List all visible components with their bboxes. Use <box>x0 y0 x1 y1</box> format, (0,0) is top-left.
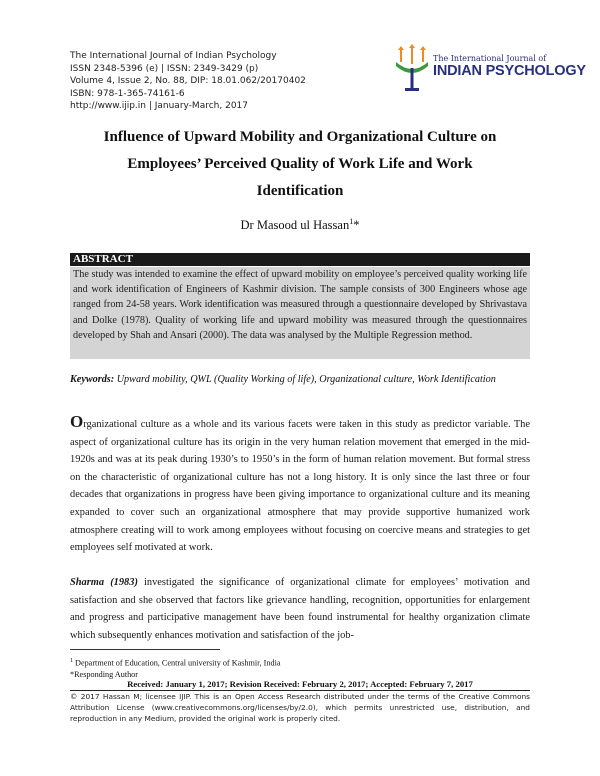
received-dates: Received: January 1, 2017; Revision Received: February 2, 2017; Accepted: February 7, 2017 <box>127 679 473 689</box>
drop-cap: O <box>70 412 84 431</box>
keywords-text: Upward mobility, QWL (Quality Working of life), Organizational culture, Work Identification <box>116 374 496 385</box>
author-name: Dr Masood ul Hassan <box>240 218 350 233</box>
footnote-1-mark: 1 <box>70 658 73 664</box>
volume-line: Volume 4, Issue 2, No. 88, DIP: 18.01.062/20170402 <box>70 76 306 86</box>
responding-author-note: *Responding Author <box>70 669 139 679</box>
journal-header-info <box>70 50 306 113</box>
footnote-1 <box>70 656 281 669</box>
trident-logo-icon <box>390 44 434 92</box>
journal-name: The International Journal of Indian Psychology <box>70 51 277 61</box>
title-line-1: Influence of Upward Mobility and Organizational Culture on <box>103 129 497 145</box>
paragraph-2-text: investigated the significance of organizational climate for employees’ motivation and satisfaction and she observed that factors like grievance handling, recognition, opportunities for enlargement and progress and participative management have been found instrumental for healthy organization climate which subsequently enhances motivation and satisfaction of the job- <box>70 577 530 641</box>
license-text: © 2017 Hassan M; licensee IJIP. This is an Open Access Research distributed under the terms of the Creative Commons Attribution License (www.creativecommons.org/licenses/by/2.0), which permits unrestricted use, distribution, and reproduction in any Medium, provided the original work is properly cited. <box>70 692 530 723</box>
paragraph-1-text: rganizational culture as a whole and its various facets were taken in this study as predictor variable. The aspect of organizational culture has its origin in the very human relation movement that emerged in the mid-1920s and was at its peak during 1930’s to 1950’s in the form of human relation movement. But formal stress on the characteristic of organizational culture has not a long history. It is only since the last three or four decades that organizations in progress have been giving importance to organizational culture and its meaning expanded to cover such an organizational atmosphere that may provide supportive humanized work atmosphere creating will to work among employees without focusing on coercive means and strategies to get employees self motivated at work. <box>70 419 530 554</box>
journal-logo <box>390 44 586 92</box>
url-date-line: http://www.ijip.in | January-March, 2017 <box>70 101 248 111</box>
body-paragraph-2 <box>70 574 530 644</box>
title-line-2: Employees’ Perceived Quality of Work Life and Work <box>127 156 473 172</box>
citation-lead: Sharma (1983) <box>70 577 138 588</box>
paper-title <box>70 124 530 205</box>
title-line-3: Identification <box>256 183 344 199</box>
footnote-1-text: Department of Education, Central university of Kashmir, India <box>73 658 281 668</box>
author-corresponding-mark: * <box>353 218 360 233</box>
abstract-heading: ABSTRACT <box>70 253 530 266</box>
footnotes <box>70 656 281 680</box>
keywords <box>70 372 530 387</box>
author-line <box>70 217 530 233</box>
author-affiliation-mark: 1 <box>349 217 354 226</box>
logo-line-1: The International Journal of <box>433 54 547 63</box>
logo-line-2: INDIAN PSYCHOLOGY <box>433 63 586 79</box>
footnote-divider <box>70 649 220 650</box>
abstract-text: The study was intended to examine the effect of upward mobility on employee’s perceived quality working life and work identification of Engineers of Kashmir division. The sample consists of 300 Engineers whose age ranged from 24-58 years. Work identification was measured through a questionnaire developed by Shrivastava and Dolke (1978). Quality of working life and upward mobility was measured through the questionnaires developed by Shah and Ansari (2000). The data was analysed by the Multiple Regression method. <box>70 267 530 359</box>
isbn-line: ISBN: 978-1-365-74161-6 <box>70 88 185 99</box>
body-paragraph-1 <box>70 413 530 557</box>
keywords-label: Keywords: <box>70 374 115 385</box>
issn-line: ISSN 2348-5396 (e) | ISSN: 2349-3429 (p) <box>70 63 259 74</box>
